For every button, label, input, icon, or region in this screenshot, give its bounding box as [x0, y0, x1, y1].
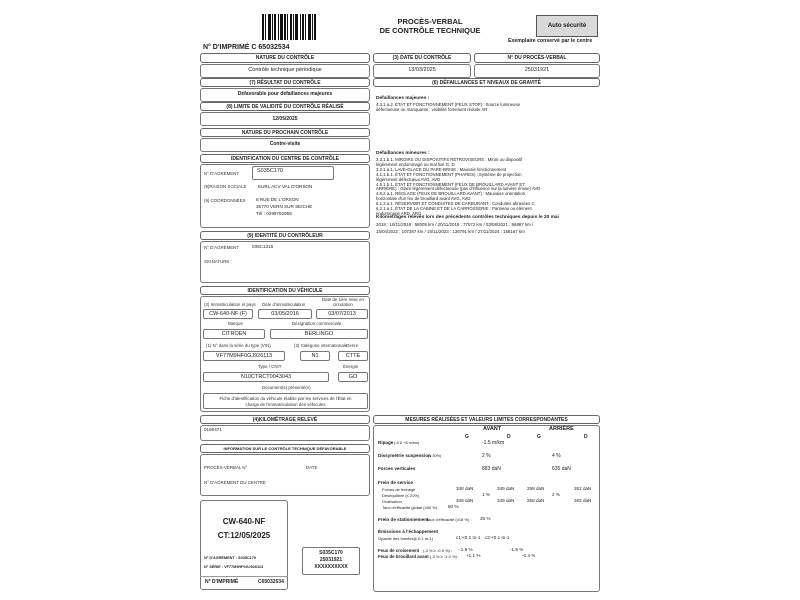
brake-force-front-d: 349 daN — [497, 486, 515, 491]
page-title-line1: PROCÈS-VERBAL — [397, 17, 463, 26]
brake-force-rear-g: 258 daN — [527, 486, 545, 491]
vehicle-type-value: N10CTRCT0043043 — [203, 372, 329, 382]
centre-address-label: (9) COORDONNÉES — [204, 198, 246, 203]
vehicle-model-value: BERLINGO — [270, 329, 368, 339]
forces-rear: 635 daN — [552, 466, 571, 472]
minor-line: légèrement endommagé ou mal fixé G, D — [376, 161, 455, 167]
minor-line: endommagé ARD, ARG — [376, 210, 422, 216]
suspension-rear: 4 % — [552, 453, 561, 459]
controller-agreement-value: 035C1315 — [252, 244, 274, 249]
pv-number-header: N° DU PROCÈS-VERBAL — [474, 53, 600, 63]
vehicle-category-label: (3) Catégorie internationale — [294, 343, 348, 348]
opacity-c2: c2:<0.1 m-1 — [485, 535, 510, 540]
centre-company-value: EURL ACV VAL D'ORSON — [258, 184, 313, 189]
result-value: Défavorable pour défaillances majeures — [237, 91, 333, 97]
controller-header: (9) IDENTITÉ DU CONTRÔLEUR — [200, 231, 370, 240]
opacity-c1: c1:<0.1 m-1 — [456, 535, 481, 540]
category-badge — [536, 15, 598, 37]
stamp-line3: XXXXXXXXXX — [314, 564, 348, 570]
minor-line: 6.1.3.a.1. RÉSERVOIR ET CONDUITES DE CARBURANT : Conduites abrasées C — [376, 201, 535, 207]
nature-value: Contrôle technique périodique — [248, 67, 322, 73]
minor-line: ARRIÈRE) : Glace légèrement défectueuse (pas d'influence sur la lumière émise) AVD — [376, 186, 541, 192]
efficiency-value: 80 % — [448, 504, 459, 509]
brake-force-label: Forces de freinage — [382, 487, 416, 492]
mileage-header: (4)KILOMÉTRAGE RELEVÉ — [200, 415, 370, 424]
imbalance-rear: 2 % — [552, 492, 560, 497]
transmit-centre-label: N° D'AGRÉMENT DU CENTRE — [204, 480, 266, 485]
forces-label: Forces verticales — [378, 466, 416, 471]
result-header: (7) RÉSULTAT DU CONTRÔLE — [200, 78, 370, 87]
measures-front-d: D — [507, 434, 511, 440]
parking-brake-value: 25 % — [480, 516, 491, 521]
sticker-agreement: N° D'AGRÉMENT : S035C170 — [204, 556, 257, 560]
category-badge-text: Auto sécurité — [547, 22, 587, 29]
vehicle-first-use-value: 03/07/2013 — [316, 309, 368, 319]
vehicle-docs-line2: charge de l'immatriculation des véhicules — [245, 402, 326, 407]
low-beam-front: - 1.9 % — [458, 547, 473, 552]
stamp-line1: S035C170 — [319, 550, 343, 556]
ovality-front-g: 348 daN — [456, 498, 474, 503]
copy-note: Exemplaire conservé par le centre — [508, 38, 593, 44]
imbalance-front: 1 % — [482, 492, 490, 497]
vehicle-genre-value: CTTE — [338, 351, 368, 361]
parking-brake-note: Taux d'efficacité (≥18 %) : — [426, 517, 472, 522]
centre-address-line2: 35770 VERN SUR SEICHE — [256, 204, 313, 209]
vehicle-vin-label: (1) N° dans la série du type (VIN) — [206, 343, 271, 348]
vehicle-energy-label: Énergie — [343, 364, 359, 369]
minor-line: 4.1.1.b.1. ÉTAT ET FONCTIONNEMENT (PHARES) : Système de projection — [376, 171, 522, 177]
validity-header: (8) LIMITE DE VALIDITÉ DU CONTRÔLE RÉALISÉ — [200, 102, 370, 111]
measures-front-label: AVANT — [483, 426, 502, 432]
parking-brake-label: Frein de stationnement — [378, 517, 429, 522]
imbalance-label: Déséquilibre (≤ 20%) — [382, 493, 420, 498]
vehicle-type-label: Type / CNIT — [258, 364, 282, 369]
suspension-label: Dissymétrie suspension — [378, 453, 431, 458]
vehicle-reg-label: (2) Immatriculation et pays — [204, 302, 256, 307]
major-line: défectueuse ou manquante : visibilité fortement réduite AR — [376, 106, 488, 112]
next-control-value: Contre-visite — [269, 141, 301, 147]
fog-light-rear: -0.4 % — [522, 553, 536, 558]
sticker-print-label: N° D'IMPRIMÉ — [205, 579, 239, 585]
mileage-box — [200, 425, 370, 441]
sticker-plate: CW-640-NF — [222, 517, 266, 526]
vehicle-genre-label: Genre — [346, 343, 359, 348]
vehicle-brand-value: CITROEN — [203, 329, 265, 339]
date-header: (3) DATE DU CONTRÔLE — [373, 53, 471, 63]
mileage-history-line2: 15/04/2022 : 107287 km / 15/11/2023 : 136791 km / 27/11/2024 : 158167 km — [376, 229, 525, 234]
fog-light-label: Feux de brouillard avant — [378, 554, 429, 559]
suspension-note: (≤ 30%) — [428, 454, 442, 458]
pv-number-value: 25031921 — [524, 67, 550, 73]
next-control-header: NATURE DU PROCHAIN CONTRÔLE — [200, 128, 370, 137]
centre-agreement-label: N° D'AGRÉMENT — [204, 171, 240, 176]
forces-front: 883 daN — [482, 466, 501, 472]
stamp-line2: 25031921 — [319, 557, 343, 563]
ripage-label: Ripage — [378, 440, 394, 445]
vehicle-header: IDENTIFICATION DU VÉHICULE — [200, 286, 370, 295]
vehicle-docs-line1: Fiche d'identification du véhicule établie par les services de l'État en — [219, 396, 352, 401]
centre-address-line3: Tél : 0299782958 — [256, 211, 292, 216]
transmit-pv-label: PROCÈS-VERBAL N° — [204, 465, 248, 470]
validity-value: 12/05/2025 — [272, 116, 298, 122]
low-beam-note: (-3 % ≥ -0.5 %) : — [423, 548, 453, 553]
minor-line: 6.2.1.a.1. ÉTAT DE LA CABINE ET DE LA CARROSSERIE : Panneau ou élément — [376, 206, 532, 211]
nature-header: NATURE DU CONTRÔLE — [200, 53, 370, 63]
centre-address-line1: 8 RUE DE L'ORSON — [256, 197, 299, 202]
measures-rear-d: D — [584, 434, 588, 440]
vehicle-model-label: Désignation commerciale — [292, 321, 342, 326]
vehicle-category-value: N1 — [300, 351, 330, 361]
mileage-history-line1: 2018 : 10/11/2018 : 58005 km / 20/11/2019 : 77572 km / 03/08/2021 : 96887 km / — [376, 222, 534, 227]
centre-company-label: (9)RAISON SOCIALE — [204, 184, 247, 189]
vehicle-brand-label: Marque — [228, 321, 243, 326]
ripage-value: -1.5 m/km — [482, 440, 505, 446]
controller-signature-label: SIGNATURE : — [204, 259, 232, 264]
measures-rear-label: ARRIÈRE — [549, 426, 574, 432]
date-value: 13/03/2025 — [408, 67, 436, 73]
suspension-front: 2 % — [482, 453, 491, 459]
defects-minor-title: Défaillances mineures : — [376, 151, 430, 156]
minor-line: 3.2.1.a.1. LAVE-GLACE DU PARE-BRISE : Mauvais fonctionnement — [376, 166, 507, 172]
barcode — [262, 14, 324, 40]
vehicle-reg-value: CW-640-NF (F) — [203, 309, 253, 319]
transmit-box — [200, 454, 370, 496]
print-number: N° D'IMPRIMÉ C 65032534 — [203, 44, 290, 51]
vehicle-vin-value: VF77M9HF0GJ926113 — [203, 351, 285, 361]
minor-line: horizontale d'un feu de brouillard avant AVG, AVD — [376, 196, 471, 202]
measures-rear-g: G — [537, 434, 541, 440]
controller-agreement-label: N° D'AGRÉMENT — [204, 245, 240, 250]
vehicle-reg-date-value: 03/05/2016 — [258, 309, 312, 319]
low-beam-rear: -1.9 % — [510, 547, 524, 552]
efficiency-label: Taux d'efficacité global (≥50 %) : — [382, 505, 440, 510]
sticker-print-value: C65032534 — [258, 579, 284, 585]
fog-light-front: +1.1 % — [466, 553, 481, 558]
centre-agreement-value: S035C170 — [257, 168, 283, 174]
emissions-label: Émissions à l'échappement — [378, 529, 439, 534]
ovality-rear-g: 258 daN — [527, 498, 545, 503]
defects-header: (6) DÉFAILLANCES ET NIVEAUX DE GRAVITÉ — [373, 78, 600, 87]
opacity-label: Opacité des fumées(k 0.1 m-1) — [378, 536, 433, 541]
sticker-ct: CT:12/05/2025 — [217, 531, 271, 540]
major-line: 4.3.1.a.2. ÉTAT ET FONCTIONNEMENT (FEUX STOP) : Source lumineuse — [376, 102, 520, 107]
minor-line: 4.5.1.b.1. ÉTAT ET FONCTIONNEMENT (FEUX DE BROUILLARD AVANT ET — [376, 181, 525, 187]
mileage-value: 0160471 — [204, 427, 222, 432]
ripage-note: (-8 & +8 m/km) — [394, 441, 420, 445]
measures-header: MESURES RÉALISÉES ET VALEURS LIMITES CORRESPONDANTES — [373, 415, 600, 424]
sticker-divider — [200, 576, 288, 577]
measures-front-g: G — [465, 434, 469, 440]
centre-header: IDENTIFICATION DU CENTRE DE CONTRÔLE — [200, 154, 370, 163]
transmit-date-label: DATE — [306, 465, 318, 470]
vehicle-docs-label: Document(s) présenté(s) — [262, 385, 311, 390]
minor-line: légèrement défectueux AVG, AVD — [376, 176, 441, 182]
ovality-rear-d: 262 daN — [574, 498, 592, 503]
vehicle-reg-date-label: Date d'immatriculation — [262, 302, 306, 307]
sticker-serie: N° SÉRIE : VF77M9HF0GJ926113 — [204, 565, 264, 569]
vehicle-energy-value: GO — [338, 372, 368, 382]
minor-line: 3.3.1.b.1. MIROIRS OU DISPOSITIFS RÉTROVISEURS : Miroir ou dispositif — [376, 157, 523, 162]
service-brake-label: Frein de service — [378, 480, 413, 485]
ovality-label: Ovalisation — [382, 499, 402, 504]
brake-force-rear-d: 262 daN — [574, 486, 592, 491]
defects-major-title: Défaillances majeures : — [376, 96, 430, 101]
mileage-history-title: Kilométrages relevés lors des précédents contrôles techniques depuis le 20 mai — [376, 215, 559, 220]
page-title-line2: DE CONTRÔLE TECHNIQUE — [379, 26, 481, 35]
ovality-front-d: 349 daN — [497, 498, 515, 503]
low-beam-label: Feux de croisement — [378, 548, 420, 553]
brake-force-front-g: 348 daN — [456, 486, 474, 491]
transmit-header: INFORMATION SUR LE CONTRÔLE TECHNIQUE DÉFAVORABLE — [200, 444, 370, 453]
minor-line: 4.5.2.a.1. RÉGLAGE (FEUX DE BROUILLARD AVANT) : Mauvaise orientation — [376, 191, 526, 197]
fog-light-note: (-3 % ≥ -1.0 %) : — [430, 554, 460, 559]
vehicle-first-use-label: Date de 1ère mise en circulation — [322, 297, 364, 307]
